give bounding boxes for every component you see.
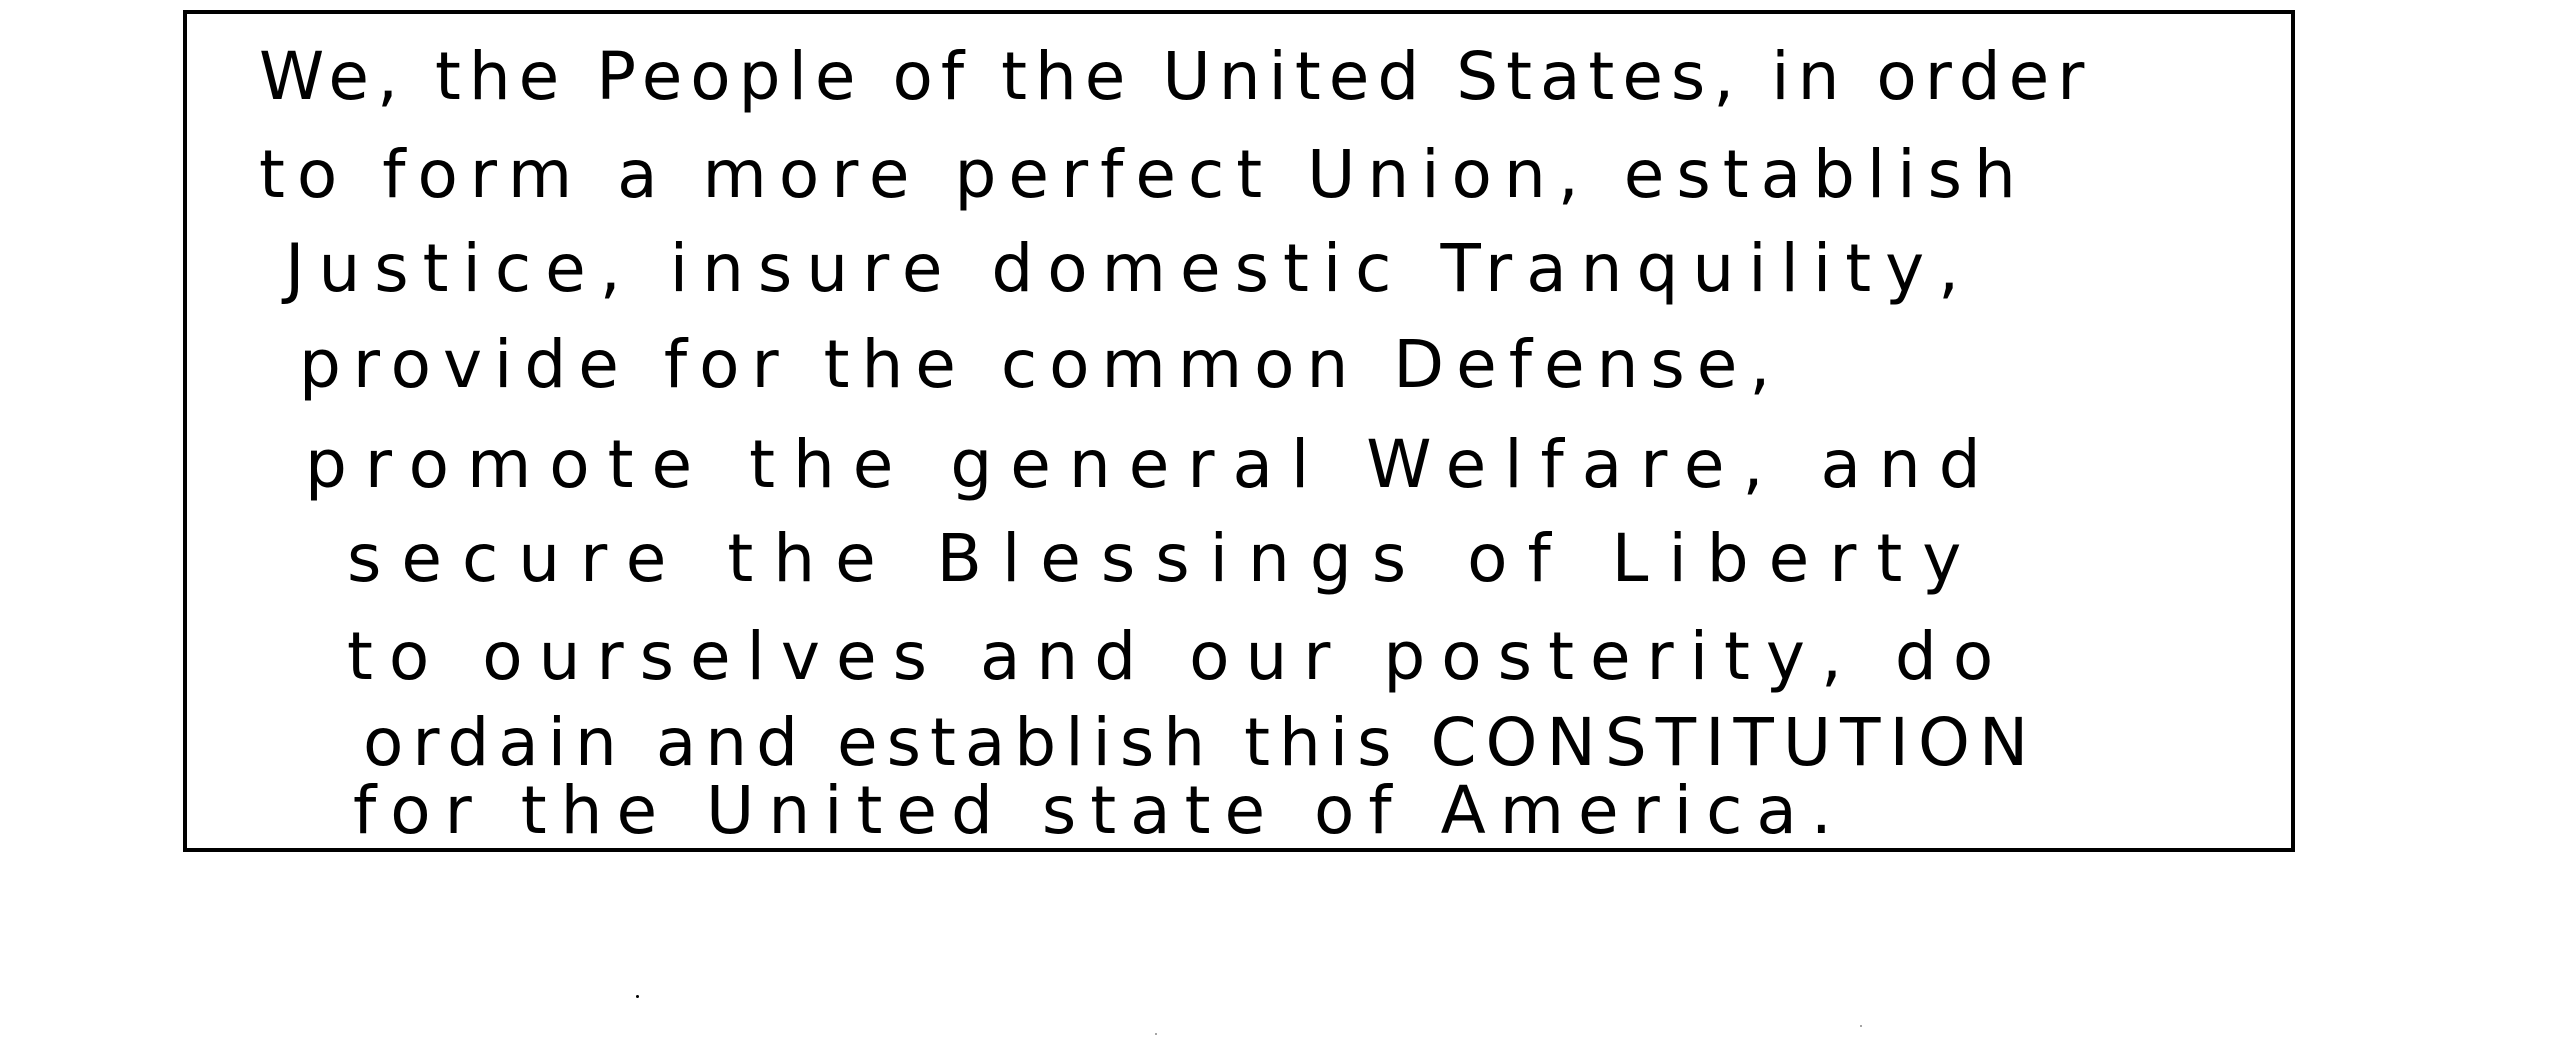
ink-speck	[1860, 1025, 1862, 1027]
handwritten-line-8: ordain and establish this CONSTITUTION	[363, 704, 2038, 781]
handwritten-line-3: Justice, insure domestic Tranquility,	[285, 230, 1974, 307]
handwritten-line-1: We, the People of the United States, in order	[259, 38, 2093, 115]
ink-speck	[1155, 1033, 1157, 1035]
ink-speck	[636, 995, 639, 998]
handwriting-box	[183, 10, 2295, 852]
handwritten-line-4: provide for the common Defense,	[299, 326, 1783, 403]
handwritten-line-5: promote the general Welfare, and	[305, 426, 1999, 503]
handwritten-line-9: for the United state of America.	[353, 772, 1846, 849]
handwritten-line-7: to ourselves and our posterity, do	[347, 618, 2010, 695]
handwritten-line-6: secure the Blessings of Liberty	[347, 520, 1982, 597]
handwritten-line-2: to form a more perfect Union, establish	[259, 136, 2028, 213]
